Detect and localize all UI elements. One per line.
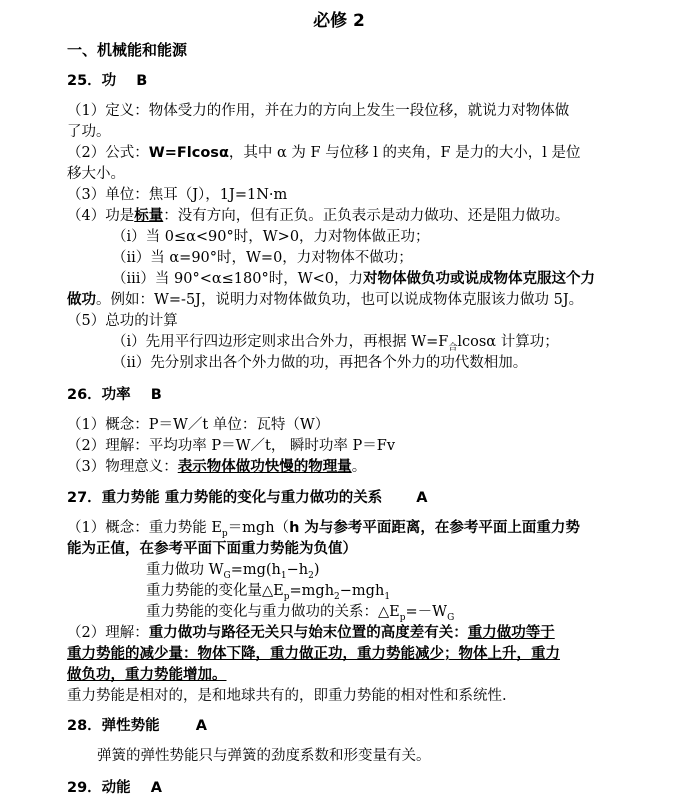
- text-segment: ＝mgh（: [227, 520, 290, 536]
- text-segment: ，其中 α 为 F 与位移 l 的夹角，F 是力的大小，l 是位: [228, 145, 581, 161]
- section-heading: 一、机械能和能源: [67, 41, 188, 59]
- formula-line: [67, 143, 580, 163]
- text-line: 做负功，重力势能增加。: [67, 667, 227, 683]
- text-segment: （2）理解：: [67, 625, 149, 641]
- heading-26: [67, 385, 162, 405]
- formula-line: [146, 602, 454, 622]
- subscript: 1: [280, 570, 287, 581]
- heading-29-text: 29．动能: [67, 780, 131, 796]
- heading-27: [67, 488, 427, 508]
- text-segment: （3）物理意义：: [67, 459, 178, 475]
- heading-26-level: B: [150, 387, 162, 403]
- text-segment: −mgh: [339, 583, 385, 599]
- text-line: 重力势能是相对的，是和地球共有的，即重力势能的相对性和系统性.: [67, 688, 507, 704]
- subscript: 2: [334, 591, 340, 602]
- heading-25-text: 25．功: [67, 73, 117, 89]
- text-line: （3）单位：焦耳（J），1J=1N·m: [67, 187, 288, 203]
- heading-25-level: B: [136, 73, 148, 89]
- text-segment: ：没有方向，但有正负。正负表示是动力做功、还是阻力做功。: [163, 208, 570, 224]
- text-segment: −h: [286, 562, 309, 578]
- text-segment: （ⅲ）当 90°<α≤180°时，W<0，力: [112, 271, 364, 287]
- heading-28: [67, 716, 207, 736]
- text-line: 能为正值，在参考平面下面重力势能为负值）: [67, 541, 357, 557]
- subscript: 合: [448, 342, 458, 353]
- text-segment: 重力势能的变化与重力做功的关系：△E: [146, 604, 400, 620]
- text-segment: 重力势能的变化量△E: [146, 583, 284, 599]
- text-segment: （1）概念：重力势能 E: [67, 520, 222, 536]
- text-segment: 。: [351, 459, 367, 475]
- text-line: 重力势能的减少量：物体下降，重力做正功，重力势能减少；物体上升，重力: [67, 646, 560, 662]
- heading-29-level: A: [150, 780, 162, 796]
- text-line: （ⅰ）当 0≤α<90°时，W>0，力对物体做正功；: [112, 229, 430, 245]
- emphasis: 重力做功与路径无关只与始末位置的高度差有关: [148, 625, 454, 641]
- text-line: [112, 332, 559, 352]
- text-line: [67, 290, 583, 310]
- formula: W=Flcosα: [148, 145, 229, 161]
- text-segment: lcosα 计算功；: [457, 334, 559, 350]
- heading-27-level: A: [416, 490, 428, 506]
- heading-29: [67, 778, 162, 798]
- text-line: （1）定义：物体受力的作用，并在力的方向上发生一段位移，就说力对物体做: [67, 103, 570, 119]
- text-segment: （ⅰ）先用平行四边形定则求出合外力，再根据 W=F: [112, 334, 449, 350]
- text-segment: ：: [453, 625, 468, 641]
- subscript: G: [223, 570, 231, 581]
- text-line: [67, 518, 580, 538]
- heading-27-text: 27．重力势能 重力势能的变化与重力做功的关系: [67, 490, 383, 506]
- heading-28-text: 28．弹性势能: [67, 718, 160, 734]
- emphasis: h 为与参考平面距离，在参考平面上面重力势: [289, 520, 580, 536]
- heading-26-text: 26．功率: [67, 387, 131, 403]
- text-line: [67, 457, 366, 477]
- text-line: [112, 269, 595, 289]
- text-segment: （2）公式：: [67, 145, 149, 161]
- emphasis: 做功: [67, 292, 96, 308]
- emphasis: 标量: [134, 208, 164, 224]
- subscript: 1: [384, 591, 391, 602]
- page-title: 必修 2: [313, 11, 365, 31]
- emphasis: 对物体做负功或说成物体克服这个力: [363, 271, 596, 287]
- subscript: p: [221, 528, 228, 539]
- text-line: [67, 206, 569, 226]
- text-segment: 。例如：W=-5J，说明力对物体做负功，也可以说成物体克服该力做功 5J。: [96, 292, 584, 308]
- formula-line: [146, 581, 390, 601]
- text-segment: =mg(h: [230, 562, 281, 578]
- subscript: G: [447, 612, 455, 623]
- text-line: （2）理解：平均功率 P＝W／t， 瞬时功率 P＝Fv: [67, 438, 396, 454]
- formula-line: [146, 560, 320, 580]
- text-line: （ⅱ）当 α=90°时，W=0，力对物体不做功；: [112, 250, 413, 266]
- subscript: 2: [308, 570, 314, 581]
- text-line: [67, 623, 555, 643]
- text-line: 了功。: [67, 124, 111, 140]
- heading-28-level: A: [195, 718, 207, 734]
- text-segment: ): [313, 562, 320, 578]
- text-line: （5）总功的计算: [67, 313, 178, 329]
- emphasis: 重力做功等于: [467, 625, 555, 641]
- text-segment: =mgh: [289, 583, 335, 599]
- emphasis: 表示物体做功快慢的物理量: [177, 459, 352, 475]
- text-segment: 重力做功 W: [146, 562, 224, 578]
- text-line: （ⅱ）先分别求出各个外力做的功，再把各个外力的功代数相加。: [112, 355, 528, 371]
- heading-25: [67, 71, 147, 91]
- subscript: p: [283, 591, 290, 602]
- subscript: p: [399, 612, 406, 623]
- text-line: （1）概念：P＝W／t 单位：瓦特（W）: [67, 417, 330, 433]
- text-segment: =－W: [405, 604, 448, 620]
- text-segment: （4）功是: [67, 208, 135, 224]
- text-line: 移大小。: [67, 166, 125, 182]
- text-line: 弹簧的弹性势能只与弹簧的劲度系数和形变量有关。: [97, 748, 431, 764]
